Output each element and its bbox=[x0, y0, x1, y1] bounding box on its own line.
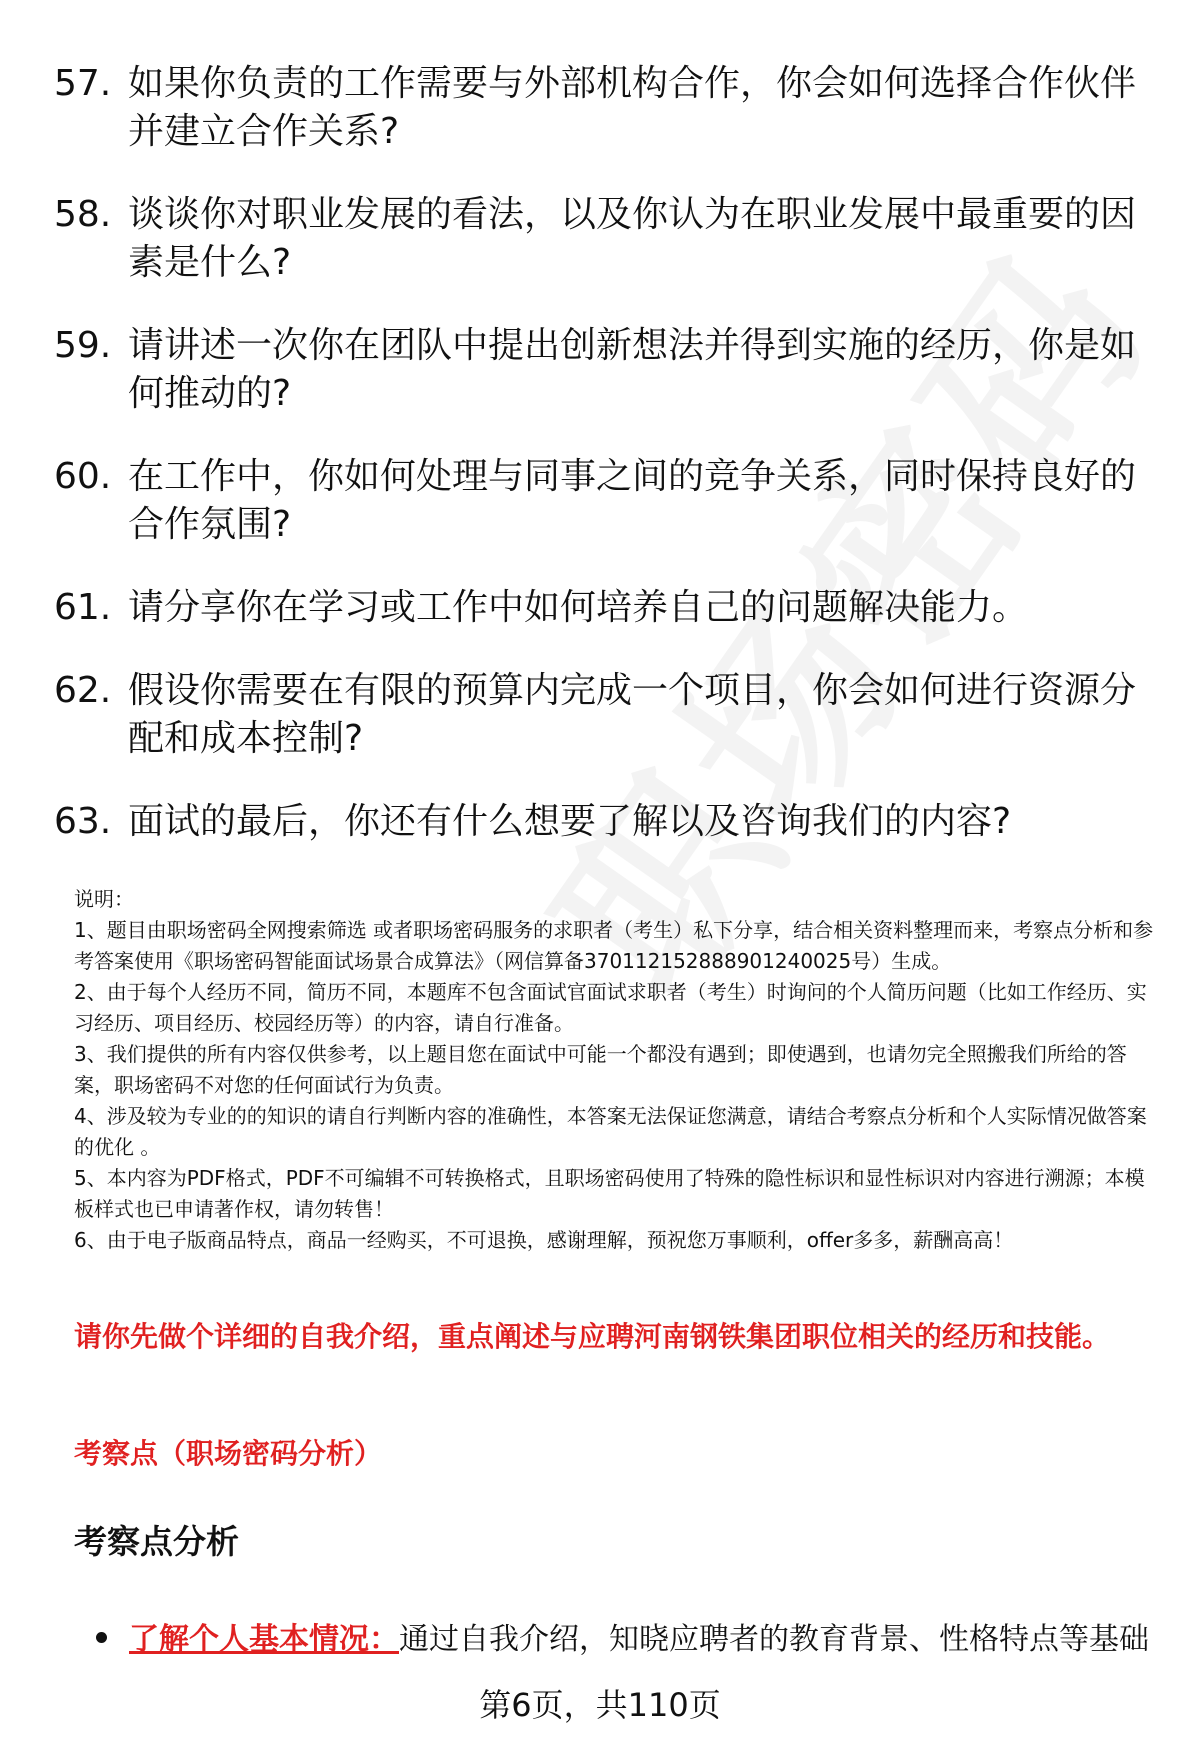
question-text: 请分享你在学习或工作中如何培养自己的问题解决能力。 bbox=[128, 587, 1029, 628]
question-number: 61. bbox=[54, 587, 112, 628]
question-text: 面试的最后，你还有什么想要了解以及咨询我们的内容? bbox=[128, 801, 1012, 842]
question-number: 60. bbox=[54, 456, 112, 497]
question-text: 在工作中，你如何处理与同事之间的竞争关系，同时保持良好的合作氛围? bbox=[128, 456, 1137, 545]
question-item bbox=[54, 584, 1154, 632]
section-title: 考察点分析 bbox=[74, 1522, 239, 1561]
question-number: 57. bbox=[54, 63, 112, 104]
bullet-text: 通过自我介绍，知晓应聘者的教育背景、性格特点等基础 bbox=[399, 1622, 1149, 1657]
note-item: 2、由于每个人经历不同，简历不同，本题库不包含面试官面试求职者（考生）时询问的个人简历问题（比如工作经历、实习经历、项目经历、校园经历等）的内容，请自行准备。 bbox=[74, 980, 1147, 1035]
note-item: 1、题目由职场密码全网搜索筛选 或者职场密码服务的求职者（考生）私下分享，结合相关资料整理而来，考察点分析和参考答案使用《职场密码智能面试场景合成算法》（网信算备370112152888901240025号）生成。 bbox=[74, 918, 1154, 973]
analysis-bullet bbox=[96, 1618, 1176, 1662]
question-text: 如果你负责的工作需要与外部机构合作，你会如何选择合作伙伴并建立合作关系? bbox=[128, 63, 1137, 152]
bullet-label: 了解个人基本情况： bbox=[129, 1622, 399, 1657]
note-item: 4、涉及较为专业的的知识的请自行判断内容的准确性，本答案无法保证您满意，请结合考察点分析和个人实际情况做答案的优化 。 bbox=[74, 1104, 1147, 1159]
note-item: 3、我们提供的所有内容仅供参考，以上题目您在面试中可能一个都没有遇到；即使遇到，也请勿完全照搬我们所给的答案，职场密码不对您的任何面试行为负责。 bbox=[74, 1042, 1127, 1097]
note-item: 6、由于电子版商品特点，商品一经购买，不可退换，感谢理解，预祝您万事顺利，offer多多，薪酬高高！ bbox=[74, 1228, 1014, 1252]
question-number: 63. bbox=[54, 801, 112, 842]
question-number: 59. bbox=[54, 325, 112, 366]
analysis-subheading: 考察点（职场密码分析） bbox=[74, 1437, 383, 1470]
question-list bbox=[54, 60, 1154, 881]
question-item bbox=[54, 798, 1154, 846]
question-item bbox=[54, 667, 1154, 763]
question-item bbox=[54, 191, 1154, 287]
page-footer: 第6页，共110页 bbox=[479, 1686, 721, 1724]
question-item bbox=[54, 60, 1154, 156]
notes-heading: 说明： bbox=[74, 887, 134, 911]
question-text: 请讲述一次你在团队中提出创新想法并得到实施的经历，你是如何推动的? bbox=[128, 325, 1137, 414]
question-text: 谈谈你对职业发展的看法，以及你认为在职业发展中最重要的因素是什么? bbox=[128, 194, 1137, 283]
notes-section bbox=[74, 884, 1159, 1256]
note-item: 5、本内容为PDF格式，PDF不可编辑不可转换格式，且职场密码使用了特殊的隐性标识和显性标识对内容进行溯源；本模板样式也已申请著作权，请勿转售！ bbox=[74, 1166, 1145, 1221]
highlighted-question: 请你先做个详细的自我介绍，重点阐述与应聘河南钢铁集团职位相关的经历和技能。 bbox=[74, 1320, 1111, 1353]
question-text: 假设你需要在有限的预算内完成一个项目，你会如何进行资源分配和成本控制? bbox=[128, 670, 1137, 759]
question-item bbox=[54, 453, 1154, 549]
question-number: 62. bbox=[54, 670, 112, 711]
question-item bbox=[54, 322, 1154, 418]
question-number: 58. bbox=[54, 194, 112, 235]
bullet-icon bbox=[96, 1632, 107, 1643]
